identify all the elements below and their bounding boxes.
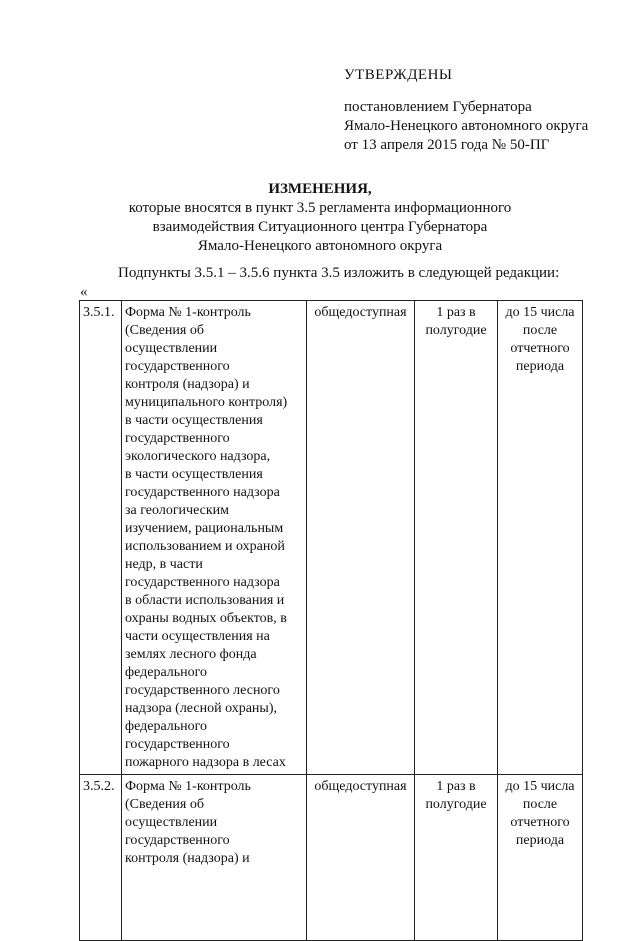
approval-line: Ямало-Ненецкого автономного округа [344,118,589,134]
desc-line: государственного надзора [125,575,280,590]
desc-line: государственного [125,431,230,446]
title-main: ИЗМЕНЕНИЯ, [268,181,372,197]
approval-line: от 13 апреля 2015 года № 50-ПГ [344,137,550,153]
row-number: 3.5.2. [80,775,122,941]
desc-line: государственного [125,737,230,752]
desc-line: осуществлении [125,815,218,830]
period-line: полугодие [425,323,487,338]
desc-line: государственного [125,833,230,848]
desc-line: надзора (лесной охраны), [125,701,277,716]
title-line: взаимодействия Ситуационного центра Губернатора [152,219,488,235]
desc-line: государственного надзора [125,485,280,500]
desc-line: государственного [125,359,230,374]
table-row [80,301,583,775]
regulation-table [79,300,583,941]
desc-line: изучением, рациональным [125,521,284,536]
desc-line: государственного лесного [125,683,280,698]
desc-line: (Сведения об [125,323,204,338]
desc-line: федерального [125,719,208,734]
row-description [122,301,307,775]
deadline-line: периода [515,359,565,374]
approval-line: постановлением Губернатора [344,99,532,115]
desc-line: муниципального контроля) [125,395,288,410]
desc-line: в части осуществления [125,413,263,428]
title-line: которые вносятся в пункт 3.5 регламента информационного [128,200,512,216]
deadline-line: после [522,797,558,812]
deadline-line: периода [515,833,565,848]
deadline-line: до 15 числа [505,305,575,320]
title-line: Ямало-Ненецкого автономного округа [197,238,443,254]
desc-line: (Сведения об [125,797,204,812]
approval-heading: УТВЕРЖДЕНЫ [344,67,453,83]
quote-mark: « [80,284,88,300]
row-deadline [498,775,583,941]
approval-block [344,66,588,155]
row-period [415,775,498,941]
period-line: 1 раз в [436,305,476,320]
desc-line: охраны водных объектов, в [125,611,287,626]
row-access: общедоступная [307,301,415,775]
row-period [415,301,498,775]
desc-line: Форма № 1-контроль [125,779,251,794]
deadline-line: после [522,323,558,338]
desc-line: землях лесного фонда [125,647,257,662]
desc-line: контроля (надзора) и [125,851,250,866]
deadline-line: отчетного [510,341,570,356]
document-title [0,180,640,256]
desc-line: осуществлении [125,341,218,356]
desc-line: использованием и охраной [125,539,285,554]
desc-line: экологического надзора, [125,449,271,464]
desc-line: контроля (надзора) и [125,377,250,392]
desc-line: Форма № 1-контроль [125,305,251,320]
desc-line: за геологическим [125,503,230,518]
desc-line: части осуществления на [125,629,270,644]
row-access: общедоступная [307,775,415,941]
desc-line: пожарного надзора в лесах [125,755,286,770]
desc-line: недр, в части [125,557,203,572]
row-number: 3.5.1. [80,301,122,775]
deadline-line: до 15 числа [505,779,575,794]
row-description [122,775,307,941]
period-line: 1 раз в [436,779,476,794]
desc-line: в области использования и [125,593,285,608]
row-deadline [498,301,583,775]
desc-line: в части осуществления [125,467,263,482]
desc-line: федерального [125,665,208,680]
intro-text: Подпункты 3.5.1 – 3.5.6 пункта 3.5 изложить в следующей редакции: [118,265,560,281]
deadline-line: отчетного [510,815,570,830]
period-line: полугодие [425,797,487,812]
table-row [80,775,583,941]
